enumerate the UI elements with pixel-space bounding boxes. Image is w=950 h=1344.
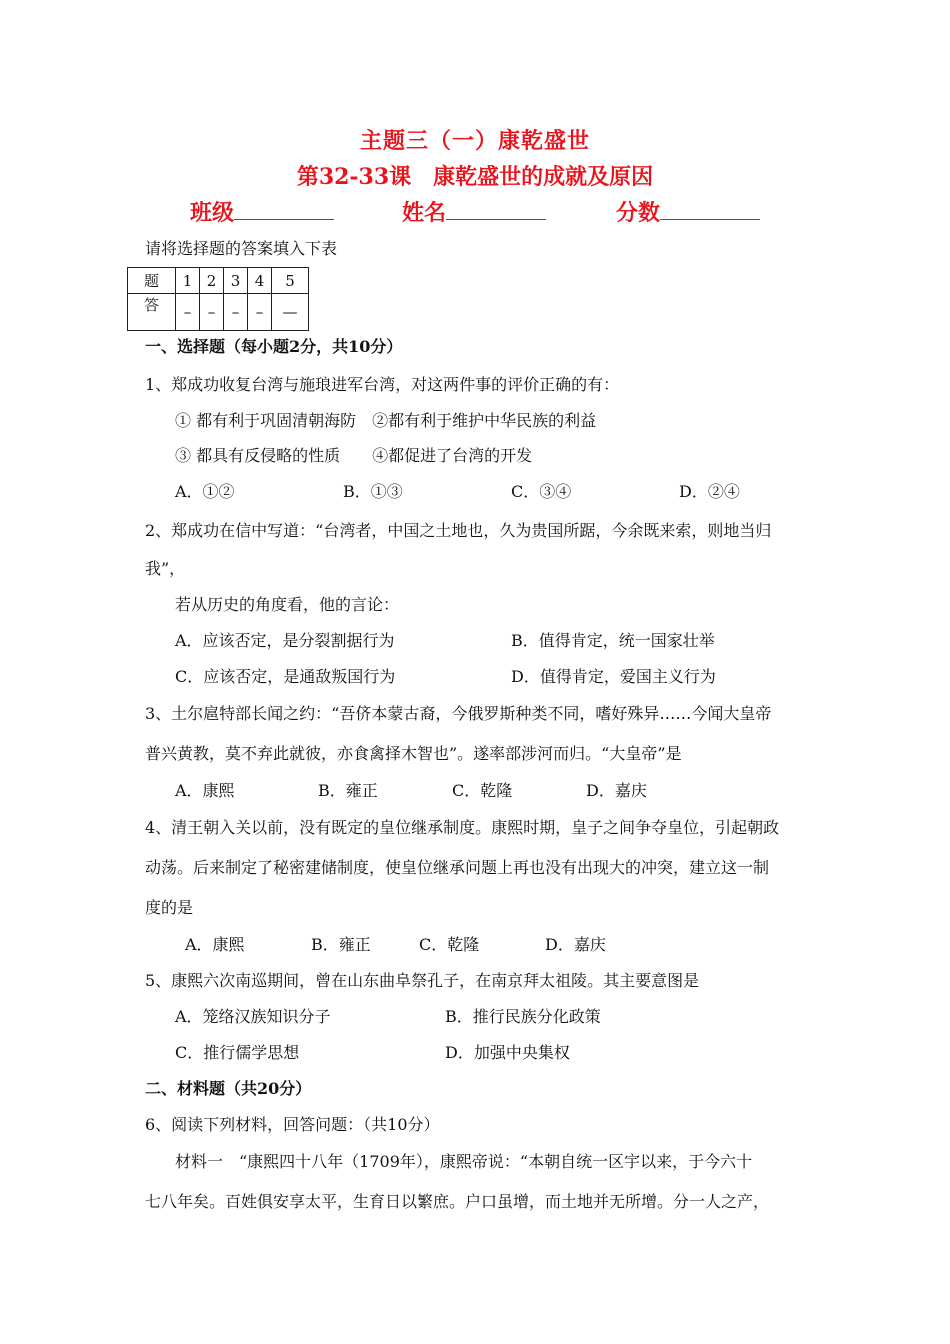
question-4-stem-cont: 动荡。后来制定了秘密建储制度，使皇位继承问题上再也没有出现大的冲突，建立这一制: [145, 858, 770, 877]
class-field[interactable]: [190, 196, 334, 227]
question-5-option-a[interactable]: A．笼络汉族知识分子: [175, 1007, 331, 1026]
answer-blank[interactable]: –: [200, 294, 224, 331]
question-4-option-c[interactable]: C．乾隆: [419, 935, 480, 954]
section-heading-choice: 一、选择题（每小题2分，共10分）: [145, 337, 403, 356]
score-label: 分数: [616, 200, 661, 226]
question-number: 3: [224, 268, 248, 294]
question-5-stem: 5、康熙六次南巡期间，曾在山东曲阜祭孔子，在南京拜太祖陵。其主要意图是: [145, 971, 700, 990]
class-blank[interactable]: [234, 199, 334, 220]
question-number: 4: [248, 268, 272, 294]
instruction-text: 请将选择题的答案填入下表: [145, 239, 338, 258]
question-2-stem-cont: 我”，: [145, 559, 186, 578]
score-blank[interactable]: [660, 199, 760, 220]
page-subtitle: 第32-33课 康乾盛世的成就及原因: [296, 164, 654, 190]
question-1-option-d[interactable]: D．②④: [679, 482, 740, 501]
question-number: 5: [272, 268, 309, 294]
question-2-option-a[interactable]: A．应该否定，是分裂割据行为: [175, 631, 395, 650]
answer-blank[interactable]: –: [176, 294, 200, 331]
answer-table-header-cell: 题: [128, 268, 176, 294]
question-2-stem: 2、郑成功在信中写道：“台湾者，中国之土地也，久为贵国所踞，今余既来索，则地当归: [145, 521, 772, 540]
answer-table: [127, 267, 309, 331]
material-1-text-cont: 七八年矣。百姓俱安享太平，生育日以繁庶。户口虽增，而土地并无所增。分一人之产，: [145, 1192, 770, 1211]
question-4-stem: 4、清王朝入关以前，没有既定的皇位继承制度。康熙时期，皇子之间争夺皇位，引起朝政: [145, 818, 780, 837]
question-5-option-c[interactable]: C．推行儒学思想: [175, 1043, 300, 1062]
question-3-stem: 3、土尔扈特部长闻之约：“吾侪本蒙古裔，今俄罗斯种类不同，嗜好殊异……今闻大皇帝: [145, 704, 772, 723]
question-1-option-b[interactable]: B．①③: [343, 482, 403, 501]
name-field[interactable]: [402, 196, 546, 227]
material-1-text: 材料一 “康熙四十八年（1709年），康熙帝说：“本朝自统一区宇以来，于今六十: [175, 1152, 753, 1171]
question-1-item: ① 都有利于巩固清朝海防 ②都有利于维护中华民族的利益: [175, 411, 597, 430]
question-2-option-c[interactable]: C．应该否定，是通敌叛国行为: [175, 667, 396, 686]
question-3-option-d[interactable]: D．嘉庆: [586, 781, 647, 800]
question-number: 1: [176, 268, 200, 294]
question-1-option-a[interactable]: A．①②: [175, 482, 235, 501]
question-3-stem-cont: 普兴黄教，莫不弃此就彼，亦食禽择木智也”。遂率部涉河而归。“大皇帝”是: [145, 744, 682, 763]
question-number: 2: [200, 268, 224, 294]
answer-blank[interactable]: –: [224, 294, 248, 331]
question-5-option-d[interactable]: D．加强中央集权: [445, 1043, 570, 1062]
question-4-option-b[interactable]: B．雍正: [311, 935, 371, 954]
question-4-stem-end: 度的是: [145, 898, 194, 917]
question-2-option-d[interactable]: D．值得肯定，爱国主义行为: [511, 667, 716, 686]
question-3-option-c[interactable]: C．乾隆: [452, 781, 513, 800]
answer-blank[interactable]: —: [272, 294, 309, 331]
question-3-option-a[interactable]: A．康熙: [175, 781, 235, 800]
question-2-option-b[interactable]: B．值得肯定，统一国家壮举: [511, 631, 715, 650]
question-5-option-b[interactable]: B．推行民族分化政策: [445, 1007, 601, 1026]
question-4-option-a[interactable]: A．康熙: [185, 935, 245, 954]
page-title: 主题三（一）康乾盛世: [359, 128, 590, 154]
question-1-item: ③ 都具有反侵略的性质 ④都促进了台湾的开发: [175, 446, 533, 465]
section-heading-material: 二、材料题（共20分）: [145, 1079, 312, 1098]
answer-blank[interactable]: –: [248, 294, 272, 331]
question-3-option-b[interactable]: B．雍正: [318, 781, 378, 800]
question-2-prompt: 若从历史的角度看，他的言论：: [175, 595, 400, 614]
answer-table-answer-cell: 答: [128, 294, 176, 331]
name-label: 姓名: [402, 200, 447, 226]
name-blank[interactable]: [446, 199, 546, 220]
score-field[interactable]: [616, 196, 760, 227]
question-4-option-d[interactable]: D．嘉庆: [545, 935, 606, 954]
question-6-stem: 6、阅读下列材料，回答问题：（共10分）: [145, 1115, 440, 1134]
question-1-option-c[interactable]: C．③④: [511, 482, 572, 501]
question-1-stem: 1、郑成功收复台湾与施琅进军台湾，对这两件事的评价正确的有：: [145, 375, 620, 394]
class-label: 班级: [190, 200, 235, 226]
